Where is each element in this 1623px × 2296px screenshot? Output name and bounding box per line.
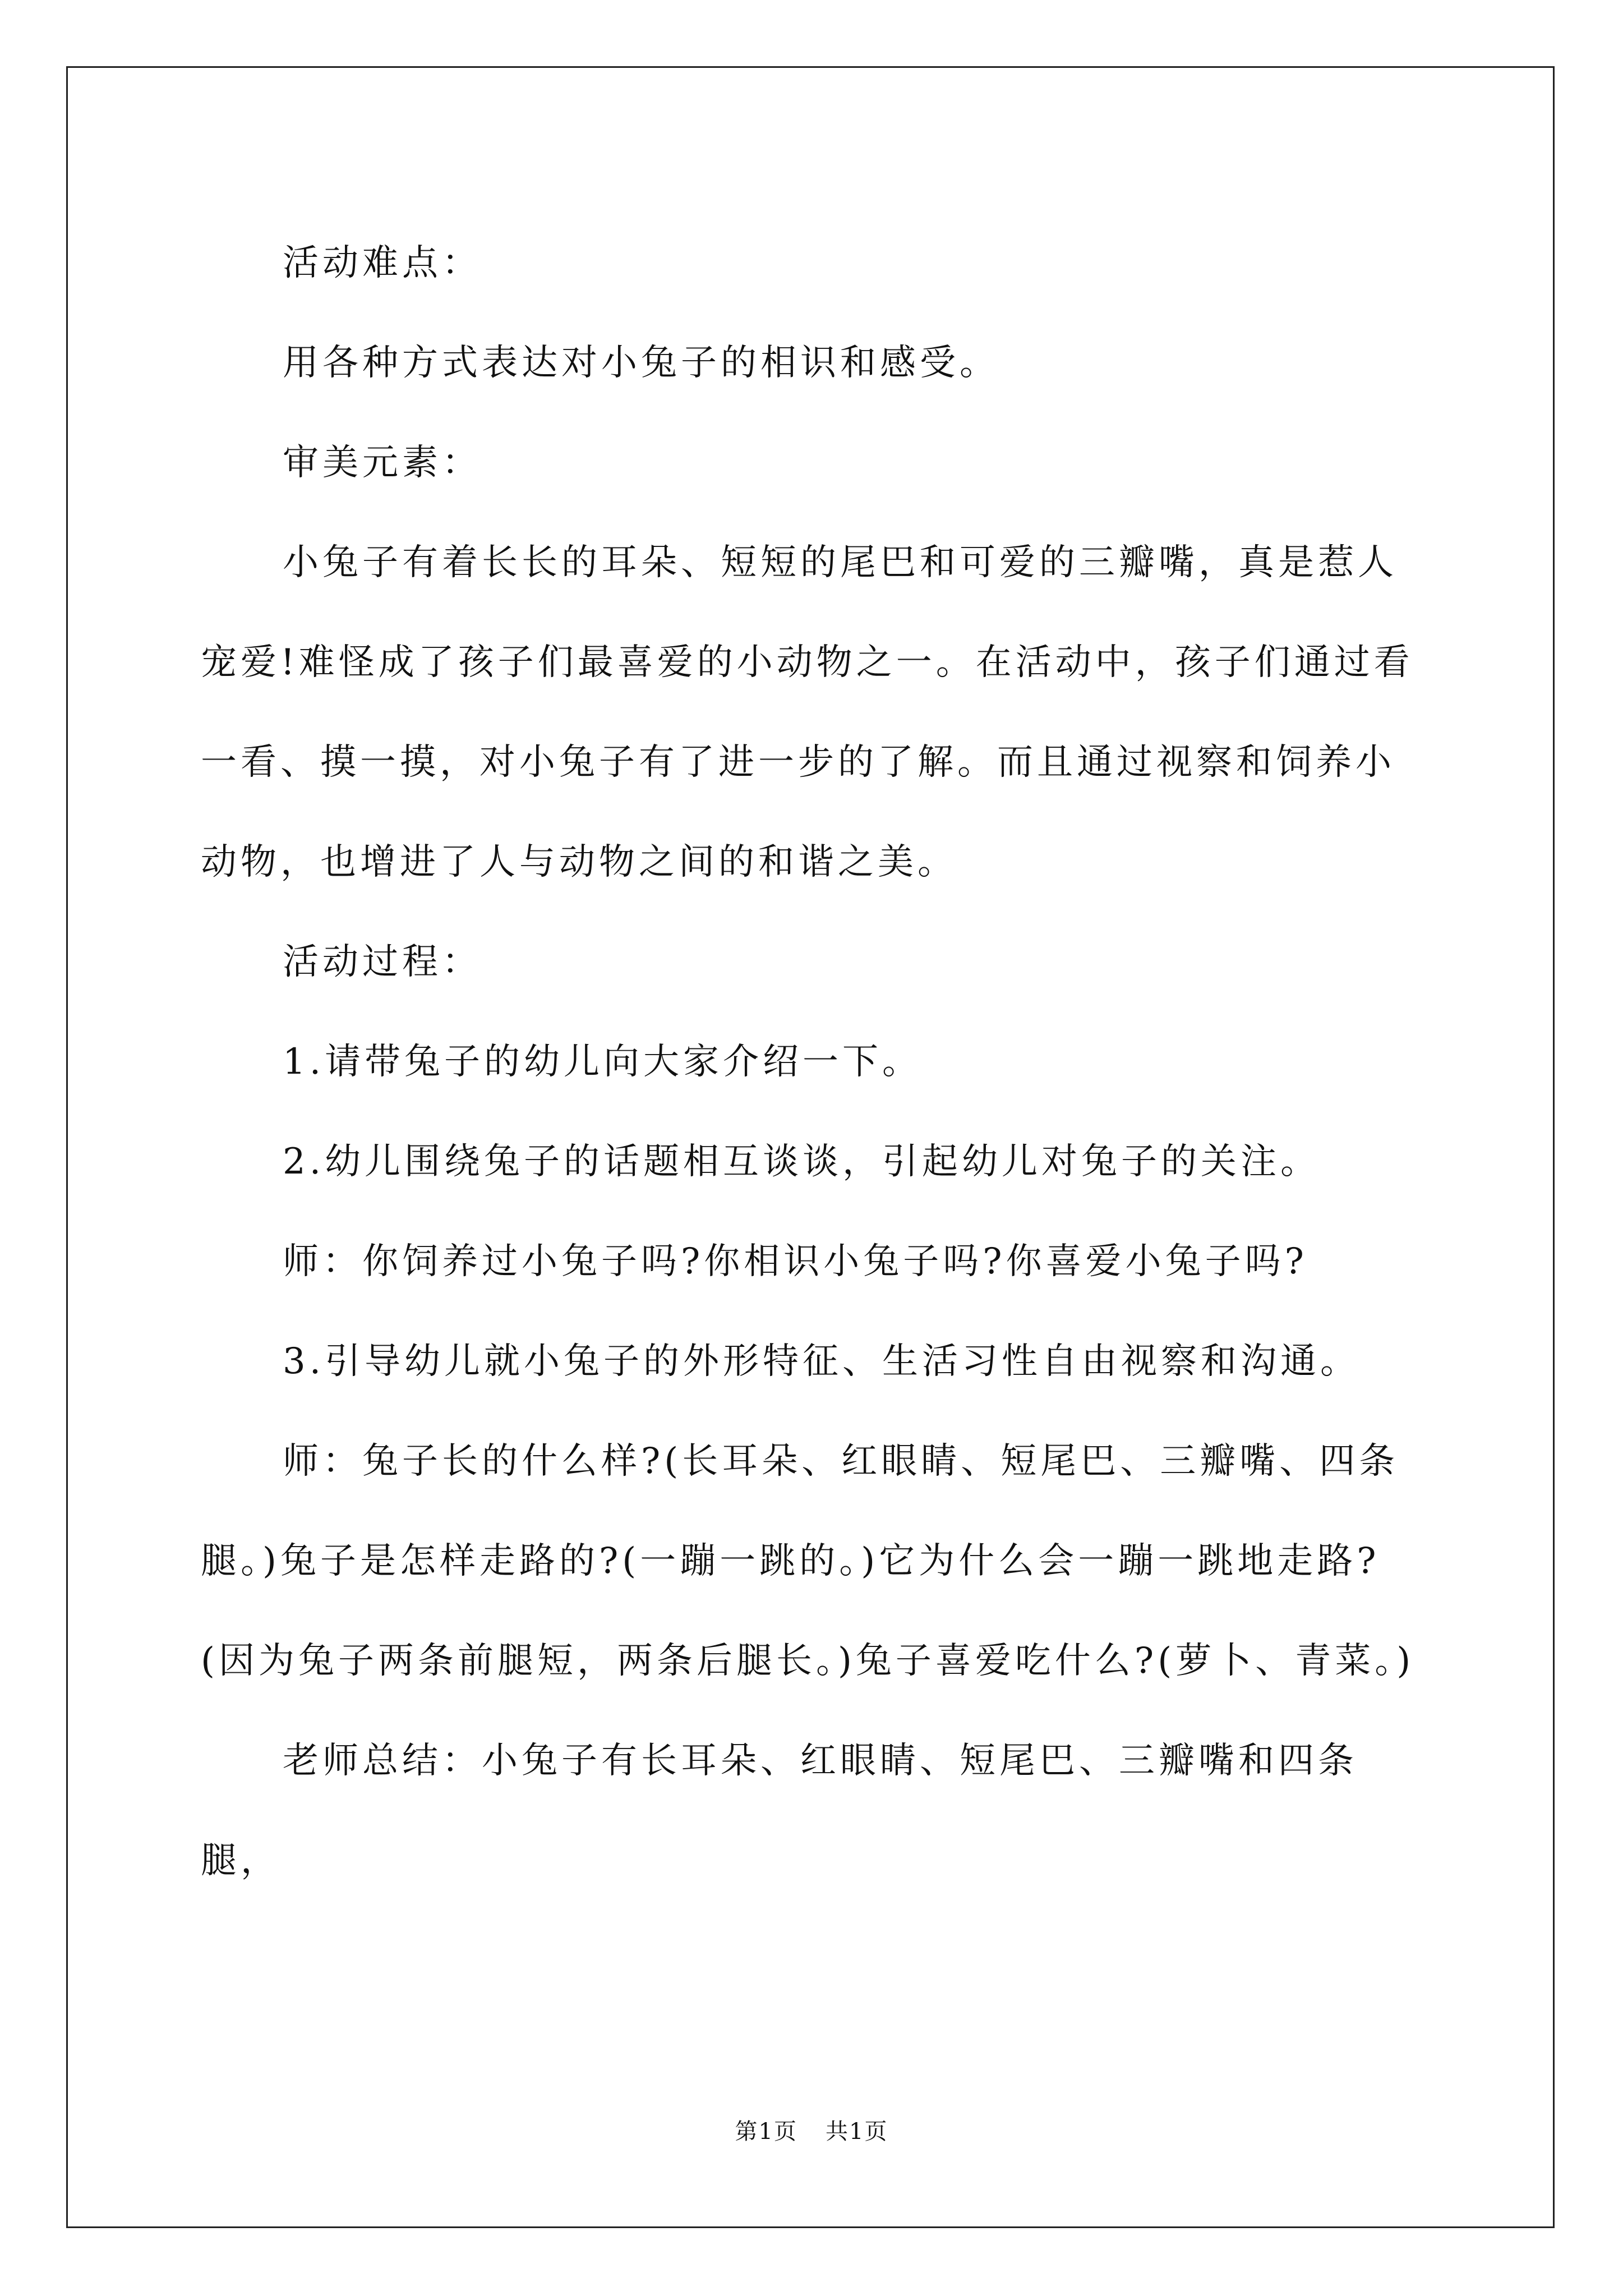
teacher-question-2: 师：兔子长的什么样?(长耳朵、红眼睛、短尾巴、三瓣嘴、四条腿。)兔子是怎样走路的?(一蹦一跳的。)它为什么会一蹦一跳地走路?(因为兔子两条前腿短，两条后腿长。)兔子喜爱吃什么?(萝卜、青菜。): [201, 1441, 1415, 1682]
process-step-3: 3.引导幼儿就小兔子的外形特征、生活习性自由视察和沟通。: [283, 1341, 1361, 1382]
page-number-current: 第1页: [735, 2119, 797, 2145]
teacher-question-1: 师：你饲养过小兔子吗?你相识小兔子吗?你喜爱小兔子吗?: [283, 1241, 1308, 1282]
paragraph-difficulty: 用各种方式表达对小兔子的相识和感受。: [283, 342, 999, 384]
teacher-summary: 老师总结：小兔子有长耳朵、红眼睛、短尾巴、三瓣嘴和四条腿，: [201, 1740, 1358, 1881]
document-body: [201, 213, 1435, 1911]
process-step-1: 1.请带兔子的幼儿向大家介绍一下。: [283, 1041, 923, 1083]
heading-difficulty: 活动难点：: [283, 242, 482, 284]
process-step-2: 2.幼儿围绕兔子的话题相互谈谈，引起幼儿对兔子的关注。: [283, 1141, 1321, 1182]
paragraph-aesthetic: 小兔子有着长长的耳朵、短短的尾巴和可爱的三瓣嘴，真是惹人宠爱!难怪成了孩子们最喜爱的小动物之一。在活动中，孩子们通过看一看、摸一摸，对小兔子有了进一步的了解。而且通过视察和饲养小动物，也增进了人与动物之间的和谐之美。: [201, 542, 1414, 883]
heading-aesthetic: 审美元素：: [283, 442, 482, 484]
page-number-total: 共1页: [826, 2119, 888, 2145]
heading-process: 活动过程：: [283, 941, 482, 983]
page-footer: [0, 2118, 1623, 2146]
